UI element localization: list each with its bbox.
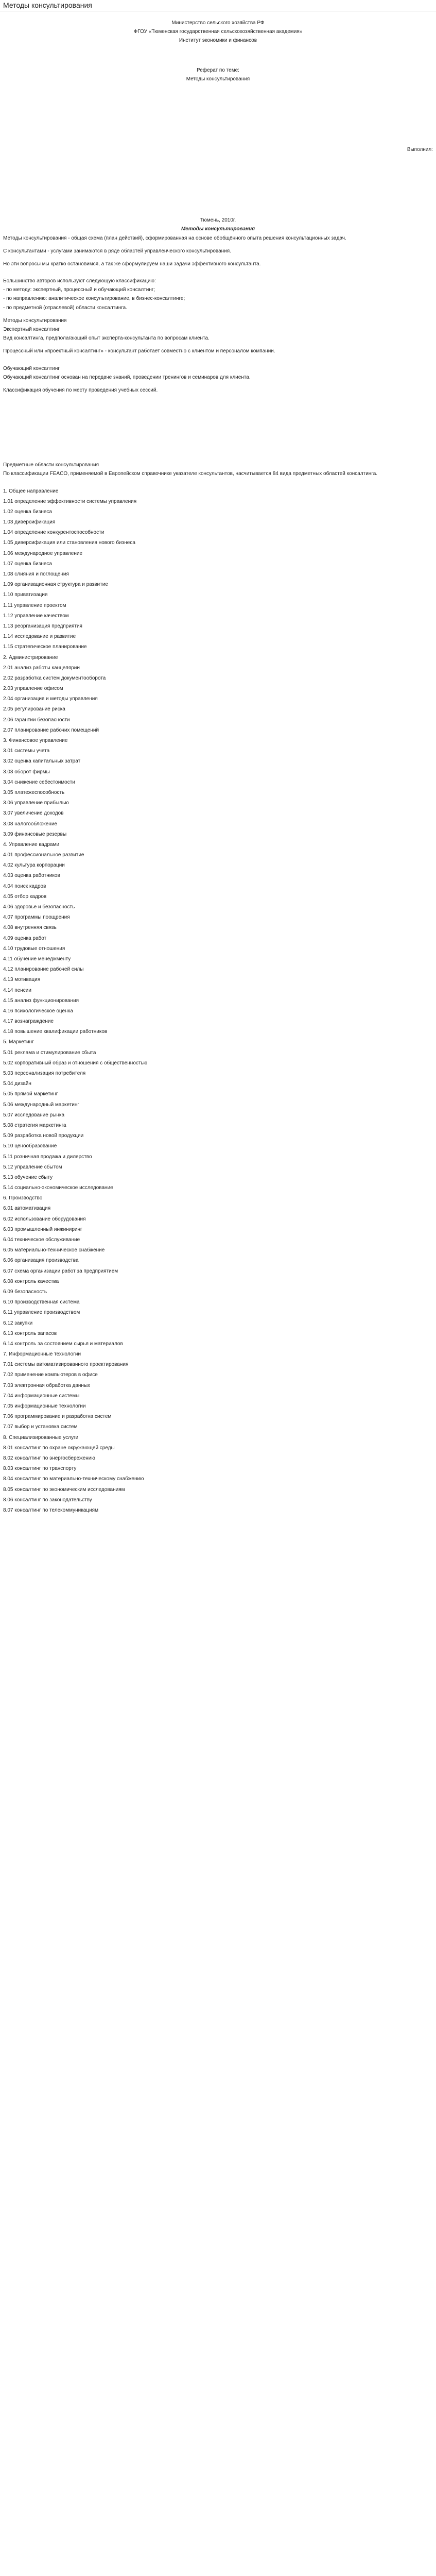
list-item: 6.06 организация производства <box>3 1258 79 1264</box>
list-item: 2.01 анализ работы канцелярии <box>3 665 80 671</box>
approaches-line: - по методу: экспертный, процессный и обучающий консалтинг; <box>3 287 155 293</box>
list-item: 3.09 финансовые резервы <box>3 831 67 837</box>
list-item: 5.12 управление сбытом <box>3 1164 62 1170</box>
list-item: 2. Администрирование <box>3 654 58 660</box>
list-item: 5.08 стратегия маркетинга <box>3 1122 66 1128</box>
subject-areas-paragraph: По классификации FEACO, применяемой в Европейском справочнике указателе консультантов, насчитывается 84 вида предметных областей консалтинга. <box>3 471 378 477</box>
expert-paragraph: Процессный или «проектный консалтинг» - консультант работает совместно с клиентом и персоналом компании. <box>3 348 275 354</box>
list-item: 4.06 здоровье и безопасность <box>3 904 75 910</box>
list-item: 7.03 электронная обработка данных <box>3 1382 91 1388</box>
list-item: 4.15 анализ функционирования <box>3 997 79 1004</box>
list-item: 6.08 контроль качества <box>3 1278 59 1284</box>
approaches-line: Большинство авторов используют следующую классификацию: <box>3 278 156 284</box>
list-item: 8.03 консалтинг по транспорту <box>3 1466 77 1472</box>
list-item: 6.02 использование оборудования <box>3 1216 86 1222</box>
list-item: 4.17 вознаграждение <box>3 1019 54 1025</box>
list-item: 5.03 персонализация потребителя <box>3 1071 86 1076</box>
list-item: 7.06 программирование и разработка систем <box>3 1414 112 1420</box>
list-item: 3.05 платежеспособность <box>3 789 65 795</box>
list-item: 1.05 диверсификация или становления нового бизнеса <box>3 540 135 546</box>
list-item: 4.08 внутренняя связь <box>3 925 57 931</box>
list-item: 5.01 реклама и стимулирование сбыта <box>3 1049 96 1056</box>
list-item: 2.05 регулирование риска <box>3 706 65 713</box>
methods-label: Методы консультирования <box>3 317 67 324</box>
list-item: 2.04 организация и методы управления <box>3 696 98 702</box>
list-item: 1.04 определение конкурентоспособности <box>3 530 104 536</box>
list-item: 1.15 стратегическое планирование <box>3 644 87 650</box>
list-item: 4.07 программы поощрения <box>3 914 70 921</box>
list-item: 5.04 дизайн <box>3 1081 31 1087</box>
list-item: 4.13 мотивация <box>3 977 41 983</box>
executed-label: Выполнил: <box>407 146 433 152</box>
header-line-institute: Институт экономики и финансов <box>179 38 257 44</box>
list-item: 4.10 трудовые отношения <box>3 945 65 952</box>
list-item: 7.04 информационные системы <box>3 1393 80 1399</box>
list-item: 7. Информационные технологии <box>3 1351 81 1358</box>
list-item: 3.06 управление прибылью <box>3 800 69 806</box>
list-item: 1.12 управление качеством <box>3 613 69 619</box>
list-item: 4.02 культура корпорации <box>3 862 65 869</box>
list-item: 2.06 гарантии безопасности <box>3 717 70 723</box>
referat-topic: Методы консультирования <box>186 76 250 82</box>
list-item: 5.07 исследование рынка <box>3 1112 65 1118</box>
list-item: 3.03 оборот фирмы <box>3 769 50 775</box>
list-item: 8.01 консалтинг по охране окружающей среды <box>3 1445 115 1451</box>
header-line-ministry: Министерство сельского хозяйства РФ <box>171 20 265 26</box>
expert-label: Экспертный консалтинг <box>3 327 60 332</box>
list-item: 4.09 оценка работ <box>3 935 47 941</box>
subject-areas-label: Предметные области консультирования <box>3 462 99 468</box>
list-item: 2.02 разработка систем документооборота <box>3 675 106 681</box>
list-item: 3.08 налогообложение <box>3 821 57 827</box>
referat-label: Реферат по теме: <box>197 67 239 73</box>
list-item: 1.03 диверсификация <box>3 519 56 526</box>
list-item: 4.18 повышение квалификации работников <box>3 1029 108 1035</box>
list-item: 1.06 международное управление <box>3 550 83 556</box>
list-item: 6.03 промышленный инжиниринг <box>3 1226 82 1232</box>
list-item: 1.13 реорганизация предприятия <box>3 623 82 629</box>
list-item: 6.05 материально-техническое снабжение <box>3 1247 105 1253</box>
list-item: 3.01 системы учета <box>3 748 50 754</box>
list-item: 6.13 контроль запасов <box>3 1330 57 1336</box>
list-item: 5. Маркетинг <box>3 1039 34 1045</box>
list-item: 1. Общее направление <box>3 488 59 494</box>
document-title: Методы консультирования <box>0 0 436 11</box>
training-paragraph: Обучающий консалтинг основан на передаче знаний, проведении тренингов и семинаров для клиента. <box>3 374 251 380</box>
list-item: 1.07 оценка бизнеса <box>3 561 52 567</box>
list-item: 6.11 управление производством <box>3 1310 80 1316</box>
list-item: 6.12 закупки <box>3 1320 33 1326</box>
list-item: 2.03 управление офисом <box>3 686 63 692</box>
list-item: 4.04 поиск кадров <box>3 883 46 889</box>
list-item: 6.09 безопасность <box>3 1289 47 1295</box>
list-item: 5.06 международный маркетинг <box>3 1101 80 1108</box>
list-item: 6.10 производственная система <box>3 1299 80 1306</box>
list-item: 6. Производство <box>3 1195 43 1201</box>
intro-paragraph: С консультантами - услугами занимаются в ряде областей управленческого консультирования. <box>3 248 231 254</box>
header-line-academy: ФГОУ «Тюменская государственная сельскохозяйственная академия» <box>133 29 303 35</box>
list-item: 5.13 обучение сбыту <box>3 1174 53 1180</box>
list-item: 7.01 системы автоматизированного проектирования <box>3 1362 129 1368</box>
list-item: 5.02 корпоративный образ и отношения с общественностью <box>3 1060 148 1066</box>
list-item: 2.07 планирование рабочих помещений <box>3 727 99 733</box>
list-item: 6.01 автоматизация <box>3 1206 51 1212</box>
list-item: 8. Специализированные услуги <box>3 1434 79 1440</box>
intro-paragraph: Но эти вопросы мы кратко остановимся, а так же сформулируем наши задачи эффективного консультанта. <box>3 261 261 267</box>
list-item: 5.10 ценообразование <box>3 1143 57 1149</box>
document-body <box>3 15 433 1517</box>
list-item: 6.07 схема организации работ за предприятием <box>3 1268 118 1274</box>
list-item: 7.02 применение компьютеров в офисе <box>3 1372 98 1378</box>
training-paragraph: Классификация обучения по месту проведения учебных сессий. <box>3 387 158 393</box>
list-item: 1.08 слияния и поглощения <box>3 571 69 577</box>
list-item: 4.16 психологическое оценка <box>3 1008 73 1014</box>
list-item: 8.05 консалтинг по экономическим исследованиям <box>3 1486 125 1493</box>
training-label: Обучающий консалтинг <box>3 365 60 371</box>
expert-paragraph: Вид консалтинга, предполагающий опыт эксперта-консультанта по вопросам клиента. <box>3 335 210 342</box>
list-item: 4.01 профессиональное развитие <box>3 852 84 858</box>
approaches-line: - по направлению: аналитическое консультирование, в бизнес-консалтинге; <box>3 296 185 302</box>
list-item: 8.07 консалтинг по телекоммуникациям <box>3 1507 98 1513</box>
list-item: 6.14 контроль за состоянием сырья и материалов <box>3 1341 123 1347</box>
list-item: 3.07 увеличение доходов <box>3 810 64 817</box>
list-item: 4.14 пенсии <box>3 987 31 993</box>
list-item: 8.04 консалтинг по материально-техническому снабжению <box>3 1476 144 1482</box>
section-heading: Методы консультирования <box>181 226 255 232</box>
intro-paragraph: Методы консультирования - общая схема (план действий), сформированная на основе обобщённого опыта решения консультационных задач. <box>3 235 346 241</box>
list-item: 5.14 социально-экономическое исследование <box>3 1185 113 1191</box>
list-item: 8.06 консалтинг по законодательству <box>3 1497 92 1503</box>
list-item: 4.05 отбор кадров <box>3 893 47 900</box>
list-item: 7.07 выбор и установка систем <box>3 1424 78 1430</box>
list-item: 5.05 прямой маркетинг <box>3 1091 58 1097</box>
list-item: 8.02 консалтинг по энергосбережению <box>3 1455 95 1461</box>
list-item: 1.11 управление проектом <box>3 602 66 608</box>
list-item: 4.03 оценка работников <box>3 873 60 879</box>
list-item: 3. Финансовое управление <box>3 738 68 743</box>
list-item: 1.09 организационная структура и развитие <box>3 582 108 588</box>
list-item: 5.11 розничная продажа и дилерство <box>3 1154 92 1160</box>
city-year: Тюмень, 2010г. <box>200 217 236 224</box>
list-item: 4.12 планирование рабочей силы <box>3 967 84 973</box>
list-item: 1.01 определение эффективности системы управления <box>3 498 137 504</box>
list-item: 7.05 информационные технологии <box>3 1403 86 1409</box>
subject-areas-list <box>3 488 433 1514</box>
list-item: 1.10 приватизация <box>3 592 48 598</box>
list-item: 4. Управление кадрами <box>3 841 60 848</box>
list-item: 3.02 оценка капитальных затрат <box>3 758 81 765</box>
list-item: 1.02 оценка бизнеса <box>3 509 52 515</box>
list-item: 6.04 техническое обслуживание <box>3 1237 80 1243</box>
list-item: 1.14 исследование и развитие <box>3 634 76 640</box>
list-item: 4.11 обучение менеджменту <box>3 956 71 962</box>
list-item: 3.04 снижение себестоимости <box>3 779 75 785</box>
approaches-line: - по предметной (отраслевой) области консалтинга. <box>3 304 127 311</box>
list-item: 5.09 разработка новой продукции <box>3 1133 84 1139</box>
